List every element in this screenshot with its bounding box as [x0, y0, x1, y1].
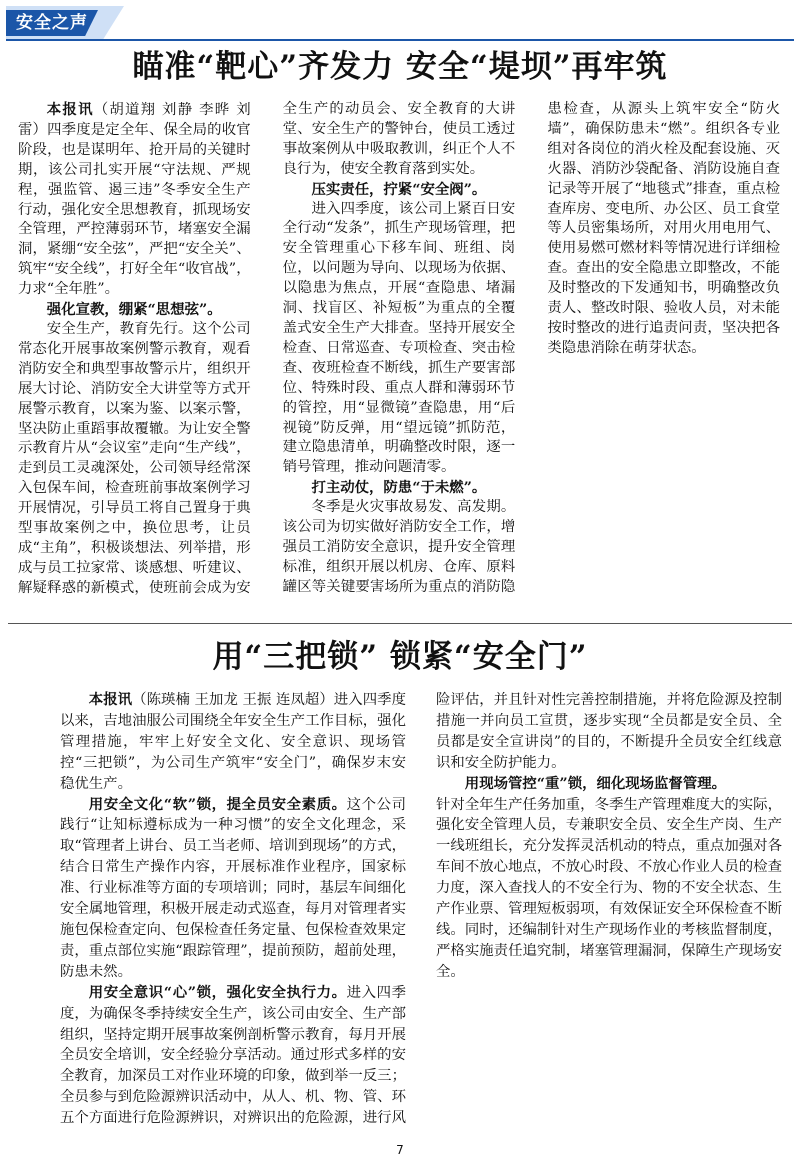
article1-paragraph-4: 冬季是火灾事故易发、高发期。该公司为切实做好消防安全工作，增强员工消防安全意识，提升安全管理标准，组织开展以机房、仓库、原料罐区等关键要害场所为重点的消防隐患检查，从源头上筑牢安全“防火墙”，确保防患未“燃”。组织各专业组对各岗位的消火栓及配套设施、灭火器、消防沙袋配备、消防设施自查记录等开展了“地毯式”排查，重点检查库房、变电所、办公区、员工食堂等人员密集场所，对用火用电用气、使用易燃可燃材料等情况进行详细检查。查出的安全隐患立即整改，不能及时整改的下发通知书，明确整改负责人、整改时限、验收人员，对未能按时整改的进行追责问责，坚决把各类隐患消除在萌芽状态。	[282, 101, 780, 595]
article2-title: 用“三把锁” 锁紧“安全门”	[212, 639, 588, 675]
article2-subhead-1: 用安全文化“软”锁，提全员安全素质。	[88, 795, 347, 813]
article1-paragraph-1	[18, 100, 251, 300]
article1-p1-text: （胡道翔 刘静 李晔 刘雷）四季度是定全年、保全局的收官阶段，也是谋明年、抢开局的关键时期，该公司扎实开展“守法规、严规程，强监管、遏三违”冬季安全生产行动，强化安全思想教育，抓现场安全管理，严控薄弱环节，堵塞安全漏洞，紧绷“安全弦”，严把“安全关”、筑牢“安全线”，打好全年“收官战”，力求“全年胜”。	[18, 102, 251, 298]
article2-paragraph-2	[60, 795, 406, 983]
article2-p3-text: 进入四季度，为确保冬季持续安全生产，该公司由安全、生产部组织，坚持定期开展事故案例剖析警示教育，每月开展全员安全培训，安全经验分享活动。通过形式多样的安全教育，加深员工对作业环境的印象，做到举一反三；全员参与到危险源辨识活动中，从人、机、物、管、环五个方面进行危险源辨识，对辨识出的危险源，进行风险评估，并且针对性完善控制措施，并将危险源及控制措施一并向员工宣贯，逐步实现“全员都是安全员、全员都是安全宣讲岗”的目的，不断提升全员安全红线意识和安全防护能力。	[60, 692, 782, 1127]
article2-paragraph-4: 针对全年生产任务加重，冬季生产管理难度大的实际，强化安全管理人员，专兼职安全员、安全生产岗、生产一线班组长，充分发挥灵活机动的特点，重点加强对各车间不放心地点，不放心时段、不放心作业人员的检查力度，深入查找人的不安全行为、物的不安全状态、生产作业票、管理短板弱项，有效保证安全环保检查不断线。同时，还编制针对生产现场作业的考核监督制度，严格实施责任追究制，堵塞管理漏洞，保障生产现场安全。	[436, 796, 782, 980]
article1-title: 瞄准“靶心”齐发力 安全“堤坝”再牢筑	[132, 49, 668, 85]
article1-paragraph-3: 进入四季度，该公司上紧百日安全行动“发条”，抓生产现场管理，把安全管理重心下移车间、班组、岗位，以问题为导向、以现场为依据、以隐患为焦点，开展“查隐患、堵漏洞、找盲区、补短板”为重点的全覆盖式安全生产大排查。坚持开展安全检查、日常巡查、专项检查、突击检查、夜班检查不断线，抓生产要害部位、特殊时段、重点人群和薄弱环节的管控，用“显微镜”查隐患，用“后视镜”防反弹，用“望远镜”抓防范，建立隐患清单，明确整改时限，逐一销号管理，推动问题清零。	[282, 200, 516, 476]
section-tag-label: 安全之声	[16, 13, 88, 33]
article2-p2-text: 这个公司践行“让知标遵标成为一种习惯”的安全文化理念，采取“管理者上讲台、员工当老师、培训到现场”的方式，结合日常生产操作内容，开展标准作业程序，国家标准、行业标准等方面的专项培训；同时，基层车间细化安全属地管理，积极开展走动式巡查，每月对管理者实施包保检查定向、包保检查任务定量、包保检查效果定责，重点部位实施“跟踪管理”，提前预防，超前处理，防患未然。	[60, 796, 406, 980]
article1-body	[18, 100, 780, 615]
article2-paragraph-1	[60, 690, 406, 795]
section-tag	[6, 6, 124, 40]
top-rule	[6, 39, 794, 41]
article1-subhead-2: 压实责任，拧紧“安全阀”。	[311, 180, 487, 198]
article2-subhead-3: 用现场管控“重”锁，细化现场监督管理。	[464, 774, 726, 792]
page-number: 7	[396, 1143, 404, 1157]
article1-subhead-1: 强化宣教，绷紧“思想弦”。	[46, 301, 222, 319]
article1-byline-label: 本报讯	[46, 101, 94, 118]
article2-p1-text: （陈瑛楠 王加龙 王振 连凤超）进入四季度以来，吉地油服公司围绕全年安全生产工作目标，强化管理措施，牢牢上好安全文化、安全意识、现场管控“三把锁”，为公司生产筑牢“安全门”，确保岁末安稳优生产。	[60, 692, 406, 792]
article-separator	[8, 623, 792, 624]
article1-subhead-3: 打主动仗，防患“于未燃”。	[311, 479, 487, 497]
article1-paragraph-2: 安全生产，教育先行。这个公司常态化开展事故案例警示教育，观看消防安全和典型事故警示片，组织开展大讨论、消防安全大讲堂等方式开展警示教育，以案为鉴、以案示警，坚决防止重蹈事故覆辙。为让安全警示教育片从“会议室”走向“生产线”，走到员工灵魂深处，公司领导经常深入包保车间，检查班前事故案例学习开展情况，引导员工将自己置身于典型事故案例之中，换位思考，让员成“主角”，积极谈想法、列举措，形成与员工拉家常、谈感想、听建议、解疑释惑的新模式，使班前会成为安全生产的动员会、安全教育的大讲堂、安全生产的警钟台，使员工透过事故案例从中吸取教训，纠正个人不良行为，使安全教育落到实处。	[18, 101, 516, 596]
article2-body	[60, 690, 782, 1130]
article2-byline-label: 本报讯	[88, 691, 133, 708]
article2-subhead-2: 用安全意识“心”锁，强化安全执行力。	[88, 983, 347, 1001]
